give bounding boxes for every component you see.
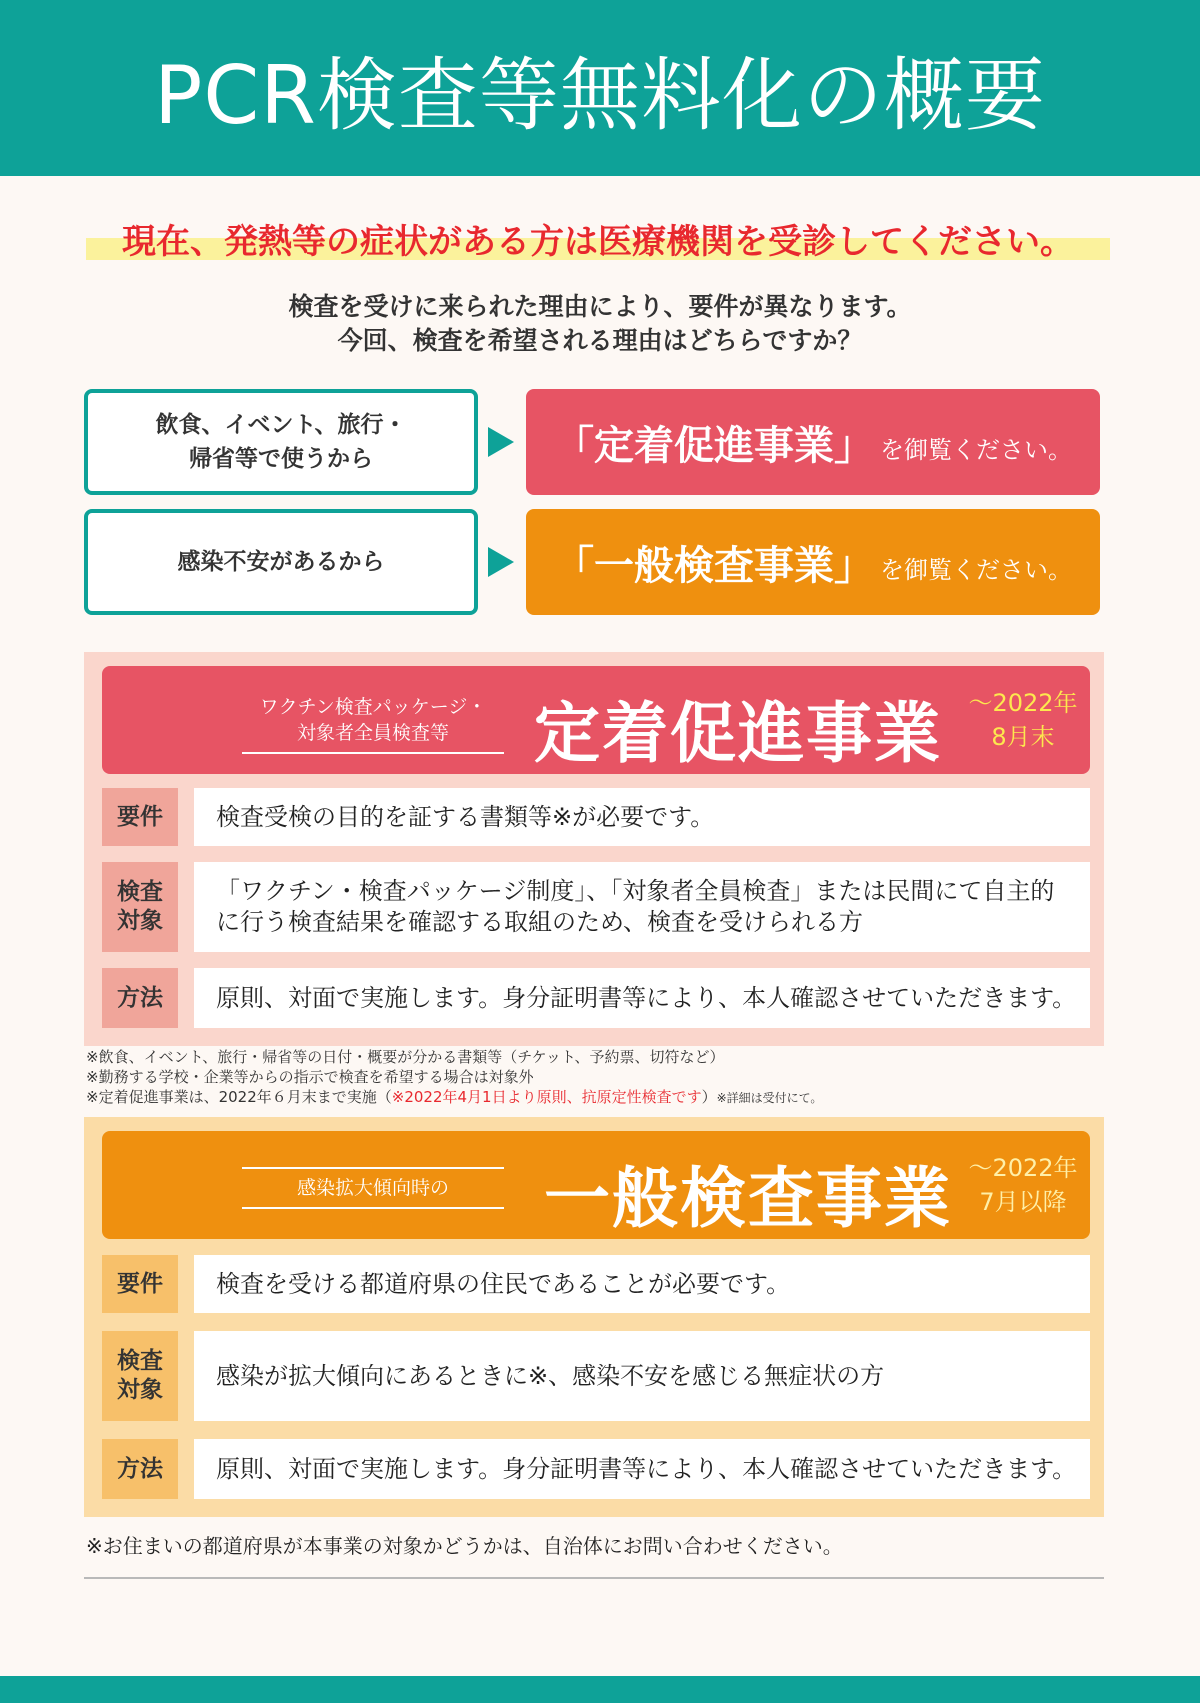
teichaku-link-suffix: を御覧ください。 bbox=[880, 435, 1072, 464]
ippan-period-line-1: ～2022年 bbox=[968, 1154, 1078, 1182]
footnote: ※お住まいの都道府県が本事業の対象かどうかは、自治体にお問い合わせください。 bbox=[86, 1534, 843, 1558]
intro-text bbox=[0, 290, 1200, 358]
row-label: 要件 bbox=[102, 1255, 178, 1313]
teichaku-period-line-1: ～2022年 bbox=[968, 689, 1078, 717]
ippan-banner bbox=[102, 1131, 1090, 1239]
reason-line-1: 感染不安があるから bbox=[177, 549, 385, 575]
row-content: 原則、対面で実施します。身分証明書等により、本人確認させていただきます。 bbox=[194, 1439, 1090, 1499]
intro-line-1: 検査を受けに来られた理由により、要件が異なります。 bbox=[288, 292, 912, 321]
row-label: 方法 bbox=[102, 968, 178, 1028]
note-small-text: ※詳細は受付にて。 bbox=[716, 1091, 823, 1105]
row-label: 要件 bbox=[102, 788, 178, 846]
teichaku-link-label: 「定着促進事業」 bbox=[554, 422, 874, 469]
ippan-panel bbox=[84, 1117, 1104, 1517]
row-label-text: 検査対象 bbox=[117, 1348, 163, 1403]
ippan-period bbox=[964, 1151, 1082, 1219]
row-content-line-2: に行う検査結果を確認する取組のため、検査を受けられる方 bbox=[216, 908, 864, 936]
header-bar bbox=[0, 0, 1200, 176]
row-label-text: 検査対象 bbox=[117, 879, 163, 934]
notice-text: 現在、発熱等の症状がある方は医療機関を受診してください。 bbox=[122, 222, 1074, 262]
ippan-link-suffix: を御覧ください。 bbox=[880, 555, 1072, 584]
ippan-subtitle: 感染拡大傾向時の bbox=[242, 1167, 504, 1209]
note-text: ※定着促進事業は、2022年６月末まで実施（ bbox=[86, 1088, 392, 1106]
page-title: PCR検査等無料化の概要 bbox=[154, 48, 1046, 142]
reason-box-anxiety bbox=[84, 509, 478, 615]
arrow-right-icon bbox=[488, 547, 514, 577]
reason-line-2: 帰省等で使うから bbox=[189, 446, 373, 472]
row-label bbox=[102, 862, 178, 952]
ippan-row-method bbox=[102, 1439, 1090, 1499]
row-content: 検査受検の目的を証する書類等※が必要です。 bbox=[194, 788, 1090, 846]
note-line bbox=[86, 1087, 1106, 1108]
teichaku-row-method bbox=[102, 968, 1090, 1028]
teichaku-row-requirement bbox=[102, 788, 1090, 846]
divider bbox=[84, 1577, 1104, 1579]
teichaku-panel bbox=[84, 652, 1104, 1046]
arrow-right-icon bbox=[488, 427, 514, 457]
teichaku-subtitle-line-2: 対象者全員検査等 bbox=[296, 722, 449, 744]
row-content: 原則、対面で実施します。身分証明書等により、本人確認させていただきます。 bbox=[194, 968, 1090, 1028]
teichaku-link-button[interactable] bbox=[526, 389, 1100, 495]
ippan-row-target bbox=[102, 1331, 1090, 1421]
row-label bbox=[102, 1331, 178, 1421]
ippan-period-line-2: 7月以降 bbox=[979, 1188, 1067, 1216]
teichaku-period bbox=[964, 686, 1082, 754]
ippan-title: 一般検査事業 bbox=[544, 1160, 952, 1237]
choice-row-ippan bbox=[84, 509, 1100, 615]
teichaku-subtitle-line-1: ワクチン検査パッケージ・ bbox=[259, 696, 487, 718]
notice-banner bbox=[86, 214, 1110, 264]
intro-line-2: 今回、検査を希望される理由はどちらですか？ bbox=[337, 326, 863, 355]
row-label: 方法 bbox=[102, 1439, 178, 1499]
teichaku-row-target bbox=[102, 862, 1090, 952]
row-content: 検査を受ける都道府県の住民であることが必要です。 bbox=[194, 1255, 1090, 1313]
note-text: ） bbox=[701, 1088, 717, 1106]
teichaku-notes bbox=[86, 1047, 1106, 1108]
note-line: ※飲食、イベント、旅行・帰省等の日付・概要が分かる書類等（チケット、予約票、切符など） bbox=[86, 1048, 725, 1066]
teichaku-period-line-2: 8月末 bbox=[991, 723, 1055, 751]
ippan-link-label: 「一般検査事業」 bbox=[554, 542, 874, 589]
ippan-link-button[interactable] bbox=[526, 509, 1100, 615]
choice-row-teichaku bbox=[84, 389, 1100, 495]
row-content bbox=[194, 862, 1090, 952]
row-content: 感染が拡大傾向にあるときに※、感染不安を感じる無症状の方 bbox=[194, 1331, 1090, 1421]
note-alert-text: ※2022年4月1日より原則、抗原定性検査です bbox=[391, 1088, 702, 1106]
row-content-line-1: 「ワクチン・検査パッケージ制度」、「対象者全員検査」または民間にて自主的 bbox=[216, 877, 1055, 905]
reason-line-1: 飲食、イベント、旅行・ bbox=[155, 412, 407, 438]
ippan-row-requirement bbox=[102, 1255, 1090, 1313]
teichaku-banner bbox=[102, 666, 1090, 774]
footer-bar bbox=[0, 1676, 1200, 1703]
note-line: ※勤務する学校・企業等からの指示で検査を希望する場合は対象外 bbox=[86, 1068, 534, 1086]
teichaku-subtitle bbox=[242, 686, 504, 754]
teichaku-title: 定着促進事業 bbox=[534, 695, 942, 772]
reason-box-travel bbox=[84, 389, 478, 495]
